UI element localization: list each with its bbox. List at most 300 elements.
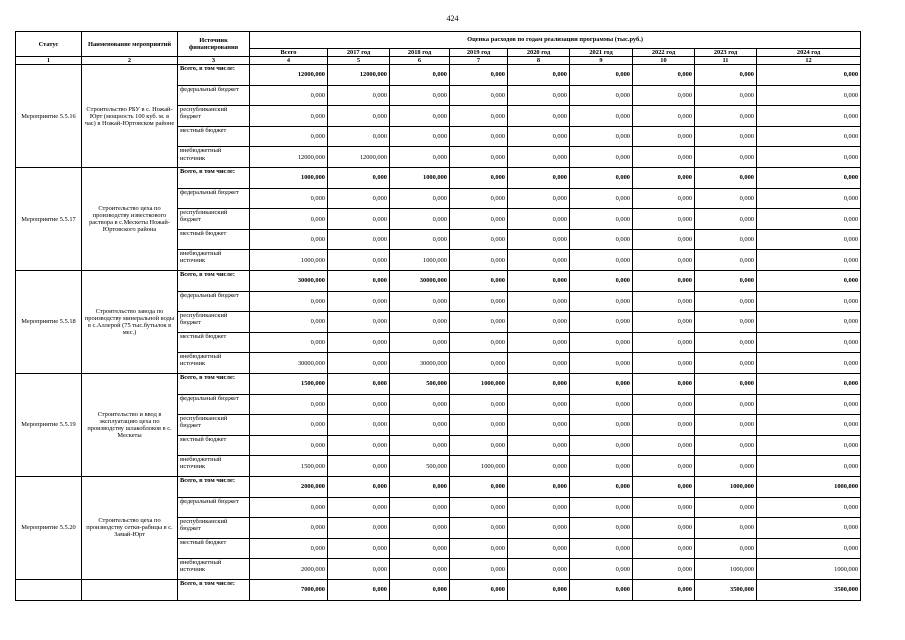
amount-cell: 0,000 (570, 106, 633, 127)
amount-cell: 0,000 (250, 85, 328, 106)
amount-cell: 12000,000 (328, 65, 390, 86)
amount-cell: 1000,000 (450, 374, 508, 395)
amount-cell: 0,000 (450, 271, 508, 292)
amount-cell: 0,000 (633, 353, 695, 374)
funding-source: Всего, в том числе: (178, 65, 250, 86)
year-header: 2022 год (633, 49, 695, 57)
amount-cell: 0,000 (328, 312, 390, 333)
amount-cell: 0,000 (250, 415, 328, 436)
amount-cell: 0,000 (757, 332, 861, 353)
funding-source: Всего, в том числе: (178, 168, 250, 189)
funding-source: Всего, в том числе: (178, 271, 250, 292)
amount-cell: 0,000 (633, 188, 695, 209)
amount-cell: 0,000 (508, 312, 570, 333)
amount-cell: 1500,000 (250, 374, 328, 395)
measure-status: Мероприятие 5.5.18 (16, 271, 82, 374)
amount-cell: 0,000 (633, 312, 695, 333)
amount-cell: 0,000 (695, 291, 757, 312)
amount-cell: 0,000 (250, 291, 328, 312)
amount-cell: 0,000 (450, 106, 508, 127)
amount-cell: 0,000 (390, 518, 450, 539)
amount-cell: 0,000 (757, 518, 861, 539)
amount-cell: 0,000 (390, 497, 450, 518)
funding-source: местный бюджет (178, 126, 250, 147)
amount-cell: 0,000 (250, 106, 328, 127)
amount-cell: 500,000 (390, 374, 450, 395)
amount-cell: 0,000 (508, 126, 570, 147)
amount-cell: 0,000 (450, 209, 508, 230)
amount-cell: 0,000 (695, 456, 757, 477)
amount-cell: 0,000 (570, 579, 633, 600)
amount-cell: 0,000 (390, 394, 450, 415)
amount-cell: 0,000 (450, 188, 508, 209)
amount-cell: 0,000 (328, 188, 390, 209)
amount-cell: 0,000 (570, 353, 633, 374)
amount-cell: 0,000 (508, 374, 570, 395)
amount-cell: 0,000 (757, 312, 861, 333)
amount-cell: 1000,000 (450, 456, 508, 477)
funding-source: республиканский бюджет (178, 106, 250, 127)
amount-cell: 0,000 (328, 394, 390, 415)
amount-cell: 0,000 (757, 168, 861, 189)
amount-cell: 0,000 (250, 126, 328, 147)
amount-cell: 0,000 (328, 271, 390, 292)
amount-cell: 0,000 (695, 497, 757, 518)
amount-cell: 0,000 (450, 579, 508, 600)
amount-cell: 0,000 (390, 106, 450, 127)
amount-cell: 0,000 (757, 435, 861, 456)
amount-cell: 0,000 (250, 538, 328, 559)
amount-cell: 2000,000 (250, 476, 328, 497)
amount-cell: 500,000 (390, 456, 450, 477)
amount-cell: 0,000 (757, 188, 861, 209)
amount-cell: 0,000 (508, 518, 570, 539)
page-number: 424 (446, 14, 459, 23)
amount-cell: 0,000 (450, 250, 508, 271)
amount-cell: 0,000 (633, 250, 695, 271)
amount-cell: 0,000 (508, 188, 570, 209)
funding-source: Всего, в том числе: (178, 374, 250, 395)
amount-cell: 0,000 (633, 374, 695, 395)
amount-cell: 0,000 (633, 229, 695, 250)
funding-source: федеральный бюджет (178, 394, 250, 415)
amount-cell: 0,000 (570, 188, 633, 209)
amount-cell: 0,000 (570, 291, 633, 312)
measure-status: Мероприятие 5.5.20 (16, 476, 82, 579)
amount-cell: 1000,000 (695, 559, 757, 580)
measure-name: Строительство завода по производству минеральной воды в с.Аллерой (75 тыс.бутылок в мес.) (82, 271, 178, 374)
amount-cell: 1000,000 (250, 250, 328, 271)
table-body (16, 65, 861, 600)
amount-cell: 0,000 (328, 106, 390, 127)
amount-cell: 12000,000 (328, 147, 390, 168)
amount-cell: 0,000 (757, 106, 861, 127)
measure-status: Мероприятие 5.5.17 (16, 168, 82, 271)
amount-cell: 0,000 (757, 250, 861, 271)
amount-cell: 0,000 (570, 85, 633, 106)
funding-source: внебюджетный источник (178, 456, 250, 477)
amount-cell: 0,000 (328, 415, 390, 436)
amount-cell: 30000,000 (390, 271, 450, 292)
amount-cell: 0,000 (695, 85, 757, 106)
amount-cell: 0,000 (390, 538, 450, 559)
amount-cell: 0,000 (390, 312, 450, 333)
amount-cell: 0,000 (757, 497, 861, 518)
amount-cell: 12000,000 (250, 147, 328, 168)
amount-cell: 0,000 (390, 476, 450, 497)
table-row (16, 374, 861, 395)
amount-cell: 0,000 (328, 476, 390, 497)
measure-name: Строительство цеха по производству сетки-рабицы в с. Замай-Юрт (82, 476, 178, 579)
year-header: 2023 год (695, 49, 757, 57)
amount-cell: 0,000 (328, 168, 390, 189)
amount-cell: 0,000 (508, 559, 570, 580)
funding-source: местный бюджет (178, 332, 250, 353)
column-number: 6 (390, 57, 450, 65)
funding-source: внебюджетный источник (178, 559, 250, 580)
amount-cell: 0,000 (633, 497, 695, 518)
measure-name: Строительство РБУ в с. Ножай-Юрт (мощность 100 куб. м. в час) в Ножай-Юртовском районе (82, 65, 178, 168)
amount-cell: 0,000 (508, 271, 570, 292)
table-row (16, 65, 861, 86)
amount-cell: 3500,000 (757, 579, 861, 600)
amount-cell: 0,000 (328, 332, 390, 353)
amount-cell: 0,000 (695, 353, 757, 374)
amount-cell: 0,000 (695, 250, 757, 271)
amount-cell: 0,000 (328, 579, 390, 600)
amount-cell: 0,000 (695, 518, 757, 539)
amount-cell: 0,000 (250, 229, 328, 250)
funding-source: республиканский бюджет (178, 415, 250, 436)
amount-cell: 0,000 (508, 579, 570, 600)
amount-cell: 0,000 (633, 65, 695, 86)
amount-cell: 0,000 (633, 126, 695, 147)
column-number: 9 (570, 57, 633, 65)
amount-cell: 0,000 (508, 435, 570, 456)
amount-cell: 0,000 (757, 65, 861, 86)
table-row (16, 579, 861, 600)
amount-cell: 0,000 (570, 456, 633, 477)
amount-cell: 0,000 (757, 229, 861, 250)
header-status: Статус (16, 32, 82, 57)
amount-cell: 0,000 (633, 456, 695, 477)
column-number: 4 (250, 57, 328, 65)
amount-cell: 30000,000 (250, 271, 328, 292)
amount-cell: 0,000 (633, 394, 695, 415)
amount-cell: 0,000 (328, 209, 390, 230)
amount-cell: 1000,000 (250, 168, 328, 189)
amount-cell: 0,000 (570, 538, 633, 559)
column-number: 3 (178, 57, 250, 65)
amount-cell: 0,000 (450, 415, 508, 436)
funding-source: республиканский бюджет (178, 312, 250, 333)
amount-cell: 0,000 (508, 415, 570, 436)
column-number: 2 (82, 57, 178, 65)
amount-cell: 1000,000 (390, 168, 450, 189)
amount-cell: 0,000 (508, 456, 570, 477)
amount-cell: 3500,000 (695, 579, 757, 600)
table-row (16, 168, 861, 189)
amount-cell: 0,000 (390, 332, 450, 353)
amount-cell: 0,000 (250, 188, 328, 209)
amount-cell: 0,000 (570, 312, 633, 333)
amount-cell: 0,000 (450, 291, 508, 312)
amount-cell: 0,000 (390, 209, 450, 230)
amount-cell: 0,000 (633, 559, 695, 580)
amount-cell: 0,000 (570, 415, 633, 436)
amount-cell: 0,000 (508, 229, 570, 250)
amount-cell: 0,000 (508, 209, 570, 230)
amount-cell: 0,000 (757, 209, 861, 230)
amount-cell: 0,000 (570, 559, 633, 580)
amount-cell: 0,000 (695, 394, 757, 415)
amount-cell: 0,000 (508, 65, 570, 86)
amount-cell: 0,000 (250, 332, 328, 353)
amount-cell: 0,000 (757, 415, 861, 436)
amount-cell: 0,000 (757, 353, 861, 374)
amount-cell: 0,000 (508, 250, 570, 271)
amount-cell: 0,000 (508, 353, 570, 374)
amount-cell: 0,000 (695, 126, 757, 147)
amount-cell: 0,000 (390, 579, 450, 600)
amount-cell: 0,000 (328, 291, 390, 312)
amount-cell: 0,000 (508, 168, 570, 189)
funding-source: внебюджетный источник (178, 353, 250, 374)
amount-cell: 0,000 (757, 291, 861, 312)
amount-cell: 0,000 (633, 415, 695, 436)
funding-source: Всего, в том числе: (178, 579, 250, 600)
year-header: 2017 год (328, 49, 390, 57)
funding-source: федеральный бюджет (178, 188, 250, 209)
amount-cell: 0,000 (570, 476, 633, 497)
amount-cell: 0,000 (695, 106, 757, 127)
amount-cell: 30000,000 (250, 353, 328, 374)
amount-cell: 0,000 (328, 126, 390, 147)
amount-cell: 0,000 (695, 332, 757, 353)
amount-cell: 0,000 (570, 168, 633, 189)
amount-cell: 0,000 (328, 250, 390, 271)
amount-cell: 12000,000 (250, 65, 328, 86)
funding-source: федеральный бюджет (178, 291, 250, 312)
amount-cell: 0,000 (570, 394, 633, 415)
amount-cell: 0,000 (508, 106, 570, 127)
funding-source: внебюджетный источник (178, 147, 250, 168)
amount-cell: 0,000 (250, 497, 328, 518)
amount-cell: 0,000 (633, 209, 695, 230)
amount-cell: 0,000 (450, 353, 508, 374)
header-estimate: Оценка расходов по годам реализации программы (тыс.руб.) (250, 32, 861, 49)
amount-cell: 0,000 (633, 85, 695, 106)
amount-cell: 0,000 (450, 168, 508, 189)
amount-cell: 0,000 (633, 538, 695, 559)
funding-source: местный бюджет (178, 229, 250, 250)
amount-cell: 2000,000 (250, 559, 328, 580)
measure-name: Строительство и ввод в эксплуатацию цеха по производству шлакоблоков в с. Мескеты (82, 374, 178, 477)
amount-cell: 0,000 (570, 126, 633, 147)
funding-source: местный бюджет (178, 538, 250, 559)
amount-cell: 1000,000 (695, 476, 757, 497)
amount-cell: 0,000 (695, 209, 757, 230)
funding-source: местный бюджет (178, 435, 250, 456)
amount-cell: 0,000 (633, 168, 695, 189)
amount-cell: 0,000 (757, 538, 861, 559)
amount-cell: 0,000 (695, 415, 757, 436)
amount-cell: 0,000 (757, 456, 861, 477)
amount-cell: 0,000 (450, 435, 508, 456)
amount-cell: 0,000 (508, 538, 570, 559)
header-name: Наименование мероприятий (82, 32, 178, 57)
column-number: 12 (757, 57, 861, 65)
amount-cell: 0,000 (757, 85, 861, 106)
amount-cell: 0,000 (757, 271, 861, 292)
amount-cell: 0,000 (328, 353, 390, 374)
amount-cell: 0,000 (450, 332, 508, 353)
amount-cell: 0,000 (633, 476, 695, 497)
measure-status (16, 579, 82, 600)
amount-cell: 0,000 (570, 518, 633, 539)
year-header: 2024 год (757, 49, 861, 57)
amount-cell: 0,000 (633, 271, 695, 292)
amount-cell: 0,000 (633, 147, 695, 168)
funding-source: Всего, в том числе: (178, 476, 250, 497)
amount-cell: 0,000 (633, 579, 695, 600)
amount-cell: 0,000 (328, 538, 390, 559)
amount-cell: 0,000 (328, 559, 390, 580)
amount-cell: 0,000 (695, 168, 757, 189)
amount-cell: 0,000 (508, 291, 570, 312)
amount-cell: 0,000 (328, 85, 390, 106)
amount-cell: 0,000 (570, 271, 633, 292)
amount-cell: 0,000 (695, 188, 757, 209)
amount-cell: 0,000 (695, 435, 757, 456)
year-header: Всего (250, 49, 328, 57)
amount-cell: 0,000 (390, 291, 450, 312)
amount-cell: 0,000 (757, 147, 861, 168)
amount-cell: 0,000 (250, 518, 328, 539)
amount-cell: 0,000 (570, 332, 633, 353)
amount-cell: 0,000 (250, 394, 328, 415)
measure-name (82, 579, 178, 600)
amount-cell: 0,000 (390, 229, 450, 250)
column-number: 11 (695, 57, 757, 65)
amount-cell: 0,000 (508, 147, 570, 168)
amount-cell: 0,000 (570, 250, 633, 271)
column-number: 7 (450, 57, 508, 65)
amount-cell: 0,000 (757, 394, 861, 415)
amount-cell: 0,000 (450, 518, 508, 539)
amount-cell: 0,000 (757, 374, 861, 395)
amount-cell: 0,000 (450, 394, 508, 415)
amount-cell: 0,000 (570, 65, 633, 86)
amount-cell: 1000,000 (757, 476, 861, 497)
amount-cell: 0,000 (570, 229, 633, 250)
amount-cell: 0,000 (508, 497, 570, 518)
amount-cell: 0,000 (390, 65, 450, 86)
amount-cell: 0,000 (328, 497, 390, 518)
column-number: 5 (328, 57, 390, 65)
amount-cell: 0,000 (328, 374, 390, 395)
amount-cell: 0,000 (390, 147, 450, 168)
amount-cell: 0,000 (695, 229, 757, 250)
amount-cell: 0,000 (390, 559, 450, 580)
year-header: 2020 год (508, 49, 570, 57)
amount-cell: 0,000 (633, 518, 695, 539)
funding-source: федеральный бюджет (178, 85, 250, 106)
amount-cell: 0,000 (757, 126, 861, 147)
amount-cell: 0,000 (390, 415, 450, 436)
amount-cell: 0,000 (450, 497, 508, 518)
column-number: 10 (633, 57, 695, 65)
year-header: 2018 год (390, 49, 450, 57)
measure-status: Мероприятие 5.5.19 (16, 374, 82, 477)
amount-cell: 1500,000 (250, 456, 328, 477)
amount-cell: 0,000 (508, 332, 570, 353)
table-row (16, 476, 861, 497)
amount-cell: 0,000 (390, 188, 450, 209)
amount-cell: 0,000 (570, 435, 633, 456)
amount-cell: 0,000 (328, 435, 390, 456)
amount-cell: 0,000 (633, 106, 695, 127)
amount-cell: 0,000 (390, 85, 450, 106)
amount-cell: 0,000 (450, 312, 508, 333)
amount-cell: 0,000 (450, 126, 508, 147)
amount-cell: 0,000 (450, 538, 508, 559)
measure-name: Строительство цеха по производству известкового раствора в с.Мескеты Ножай-Юртовского района (82, 168, 178, 271)
amount-cell: 0,000 (450, 85, 508, 106)
column-number-row (16, 57, 861, 65)
amount-cell: 0,000 (250, 435, 328, 456)
amount-cell: 1000,000 (390, 250, 450, 271)
column-number: 1 (16, 57, 82, 65)
funding-source: республиканский бюджет (178, 518, 250, 539)
amount-cell: 0,000 (633, 291, 695, 312)
funding-source: республиканский бюджет (178, 209, 250, 230)
amount-cell: 0,000 (390, 435, 450, 456)
amount-cell: 0,000 (695, 538, 757, 559)
year-header: 2019 год (450, 49, 508, 57)
amount-cell: 0,000 (250, 209, 328, 230)
amount-cell: 0,000 (508, 476, 570, 497)
amount-cell: 0,000 (695, 374, 757, 395)
amount-cell: 0,000 (570, 497, 633, 518)
amount-cell: 0,000 (508, 394, 570, 415)
amount-cell: 0,000 (570, 209, 633, 230)
table-row (16, 271, 861, 292)
amount-cell: 0,000 (695, 147, 757, 168)
amount-cell: 0,000 (508, 85, 570, 106)
header-source: Источник финансирования (178, 32, 250, 57)
amount-cell: 0,000 (450, 559, 508, 580)
amount-cell: 30000,000 (390, 353, 450, 374)
column-number: 8 (508, 57, 570, 65)
amount-cell: 0,000 (633, 332, 695, 353)
amount-cell: 0,000 (390, 126, 450, 147)
amount-cell: 0,000 (570, 374, 633, 395)
amount-cell: 1000,000 (757, 559, 861, 580)
expense-table (15, 31, 861, 601)
year-header: 2021 год (570, 49, 633, 57)
amount-cell: 0,000 (695, 271, 757, 292)
amount-cell: 0,000 (450, 147, 508, 168)
amount-cell: 0,000 (450, 229, 508, 250)
amount-cell: 0,000 (450, 65, 508, 86)
funding-source: федеральный бюджет (178, 497, 250, 518)
amount-cell: 7000,000 (250, 579, 328, 600)
amount-cell: 0,000 (328, 456, 390, 477)
amount-cell: 0,000 (328, 518, 390, 539)
amount-cell: 0,000 (695, 312, 757, 333)
amount-cell: 0,000 (250, 312, 328, 333)
